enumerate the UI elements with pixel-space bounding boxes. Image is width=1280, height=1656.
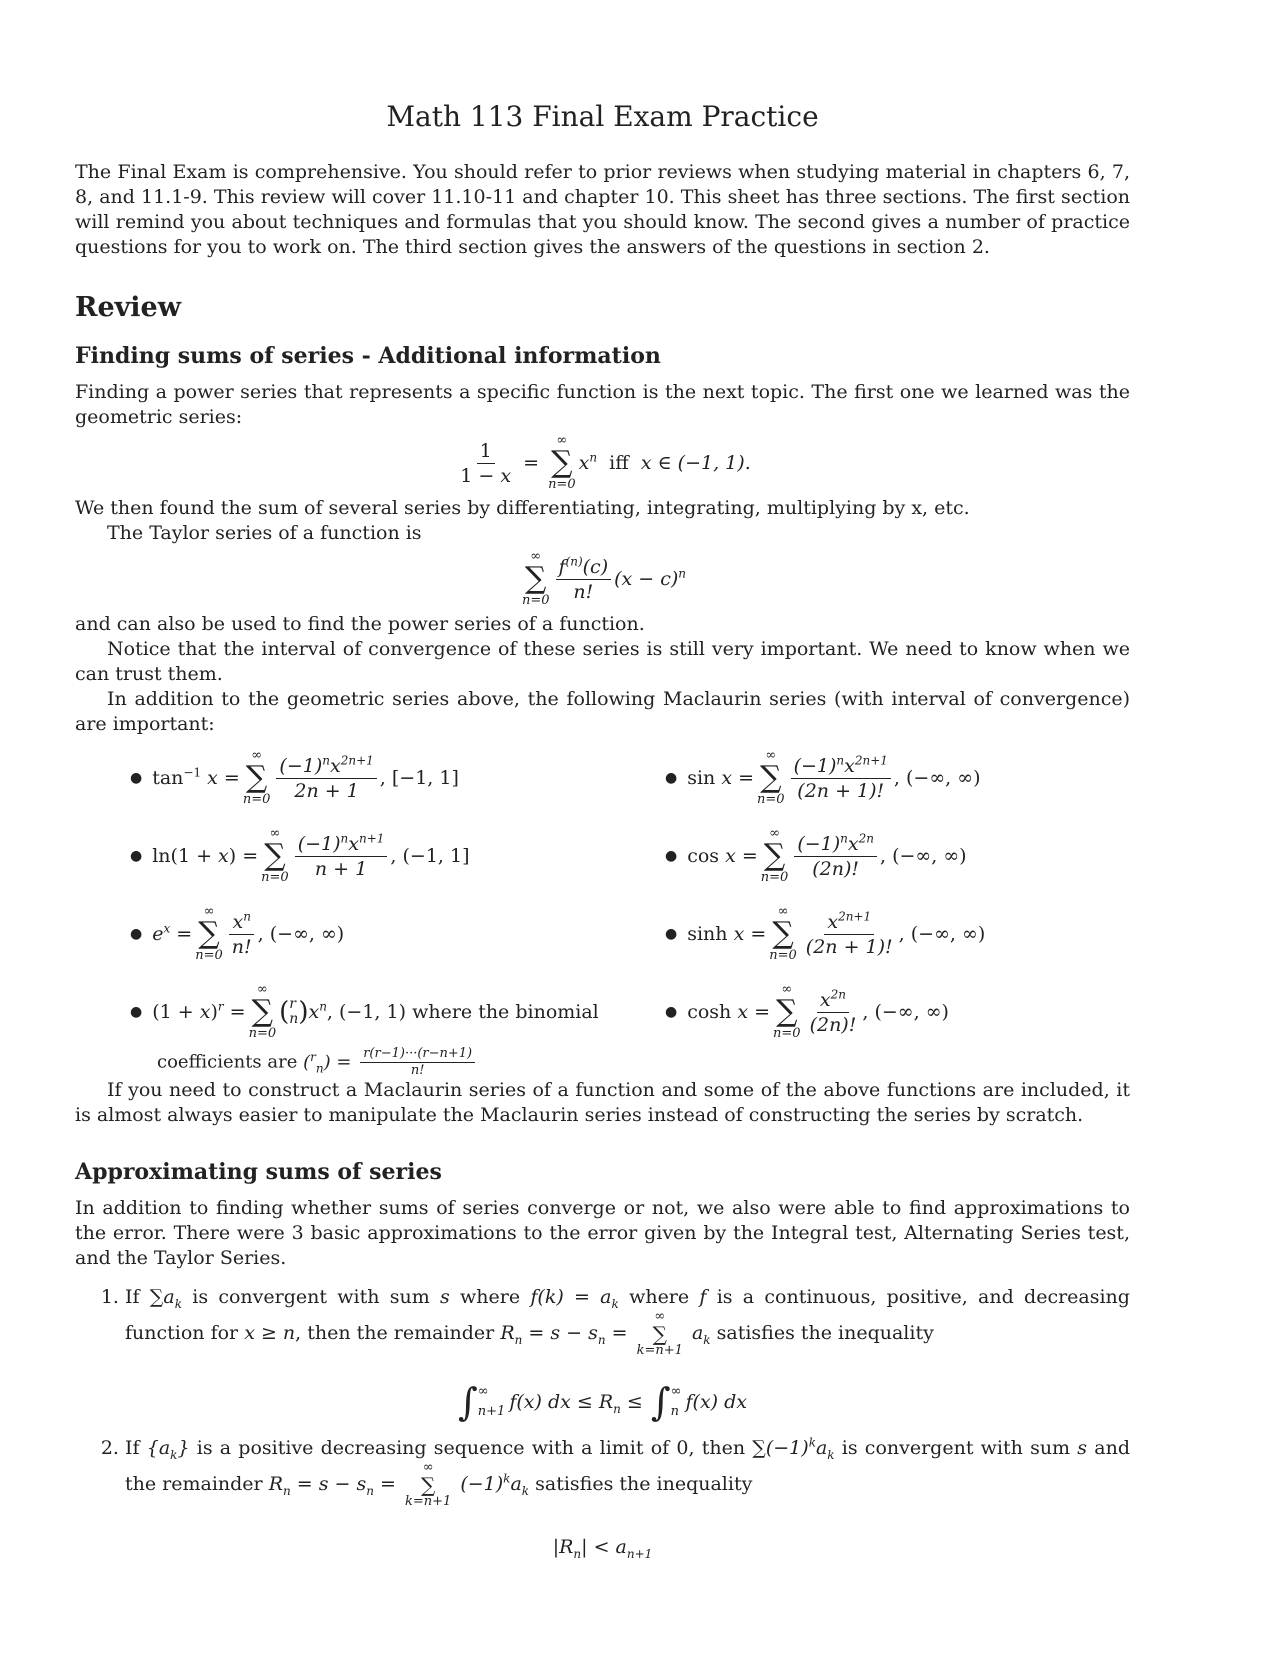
cos-interval: (−∞, ∞) <box>892 844 967 867</box>
geometric-interval: x ∈ (−1, 1). <box>640 451 751 474</box>
error-approximation-list <box>75 1285 1130 1358</box>
intro-paragraph: The Final Exam is comprehensive. You should refer to prior reviews when studying material in chapters 6, 7, 8, and 11.1-9. This review will cover 11.10-11 and chapter 10. This sheet has three sections. The first section will remind you about techniques and formulas that you should know. The second gives a number of practice questions for you to work on. The third section gives the answers of the questions in section 2. <box>75 161 1130 258</box>
maclaurin-series-list <box>75 743 1130 1047</box>
power-series-paragraph: Finding a power series that represents a specific function is the next topic. The first one we learned was the geometric series: <box>75 381 1130 428</box>
binomial-interval: (−1, 1) <box>339 1000 407 1023</box>
binomial-series: ● $(1 + x)^r$ = ∞ ∑ n=0 ( r n ) $x^n$ , (−1, 1) where the binomial <box>130 982 599 1041</box>
finding-sums-heading: Finding sums of series - Additional information <box>75 343 661 369</box>
alternating-series-item: 2. If $\{a_k\}$ is a positive decreasing sequence with a limit of 0, then $\sum(-1)^ka_k$ is convergent with sum s and the remainder $R_n = s - s_n$ = ∞ ∑ k=n+1 $(-1)^ka_k$ satisfies the inequality <box>125 1436 1130 1509</box>
sinh-series: ● sinh x = ∞ ∑ n=0 $\frac{x^{2n+1}}{(2n + 1)!}$ , (−∞, ∞) <box>665 904 986 963</box>
review-heading: Review <box>75 292 181 323</box>
cosh-series: ● cosh x = ∞ ∑ n=0 $\frac{x^{2n}}{(2n)!}$ , (−∞, ∞) <box>665 982 949 1041</box>
differentiating-paragraph: We then found the sum of several series by differentiating, integrating, multiplying by x, etc. <box>75 497 970 519</box>
sinh-interval: (−∞, ∞) <box>910 922 986 945</box>
maclaurin-intro-paragraph: In addition to the geometric series above, the following Maclaurin series (with interval of convergence) are important: <box>75 688 1130 735</box>
exp-interval: (−∞, ∞) <box>269 922 345 945</box>
integral-test-inequality: ∫ ∞ n+1 f(x) dx ≤ $R_n$ ≤ ∫ ∞ n f(x) dx <box>457 1380 747 1424</box>
cos-series: ● cos x = ∞ ∑ n=0 $\frac{(-1)^nx^{2n}}{(2n)!}$ , (−∞, ∞) <box>665 826 967 885</box>
arctan-series: ● $\tan^{-1} x$ = ∞ ∑ n=0 $\frac{(-1)^nx^{2n+1}}{2n + 1}$ , [−1, 1] <box>130 748 459 807</box>
taylor-series-formula: ∞ ∑ n=0 $\frac{f^{(n)}(c)}{n!}$ $(x - c)^n$ <box>521 549 687 608</box>
sin-series: ● sin x = ∞ ∑ n=0 $\frac{(-1)^nx^{2n+1}}{(2n + 1)!}$ , (−∞, ∞) <box>665 748 981 807</box>
document-page <box>75 100 1130 1560</box>
exp-series: ● $e^x$ = ∞ ∑ n=0 $\frac{x^n}{n!}$ , (−∞, ∞) <box>130 904 345 963</box>
geometric-series-formula: $\frac{1}{1 - x}$ = ∞ ∑ n=0 $x^n$ iff x ∈ (−1, 1). <box>460 433 751 492</box>
construct-maclaurin-paragraph: If you need to construct a Maclaurin series of a function and some of the above functions are included, it is almost always easier to manipulate the Maclaurin series instead of constructing the series by scratch. <box>75 1079 1130 1126</box>
cosh-interval: (−∞, ∞) <box>874 1000 949 1023</box>
error-approximation-list-2 <box>75 1436 1130 1509</box>
ln-interval: (−1, 1] <box>402 844 470 867</box>
integral-test-item: 1. If $\sum a_k$ is convergent with sum s where $f(k) = a_k$ where f is a continuous, positive, and decreasing function for x ≥ n, then the remainder $R_n = s - s_n$ = ∞ ∑ k=n+1 $a_k$ satisfies the inequality <box>125 1285 1130 1358</box>
arctan-interval: [−1, 1] <box>391 766 459 789</box>
approximation-intro-paragraph: In addition to finding whether sums of series converge or not, we also were able to find approximations to the error. There were 3 basic approximations to the error given by the Integral test, Alternating Series test, and the Taylor Series. <box>75 1197 1130 1269</box>
taylor-intro: The Taylor series of a function is <box>107 522 422 544</box>
interval-importance-paragraph: Notice that the interval of convergence of these series is still very important. We need to know when we can trust them. <box>75 638 1130 685</box>
alternating-series-inequality: $|R_n| < a_{n+1}$ <box>552 1536 653 1561</box>
approximating-sums-heading: Approximating sums of series <box>75 1159 442 1185</box>
binomial-coefficients-line: coefficients are ($^r_n$) = $\frac{r(r-1)\cdot\cdot\cdot(r-n+1)}{n!}$ <box>75 1047 1130 1078</box>
sin-interval: (−∞, ∞) <box>906 766 981 789</box>
geometric-condition: iff <box>609 451 629 474</box>
taylor-usage-paragraph: and can also be used to find the power series of a function. <box>75 613 645 635</box>
ln-series: ● ln(1 + x) = ∞ ∑ n=0 $\frac{(-1)^nx^{n+1}}{n + 1}$ , (−1, 1] <box>130 826 470 885</box>
page-title: Math 113 Final Exam Practice <box>386 100 819 133</box>
binomial-note: where the binomial <box>412 1000 599 1023</box>
